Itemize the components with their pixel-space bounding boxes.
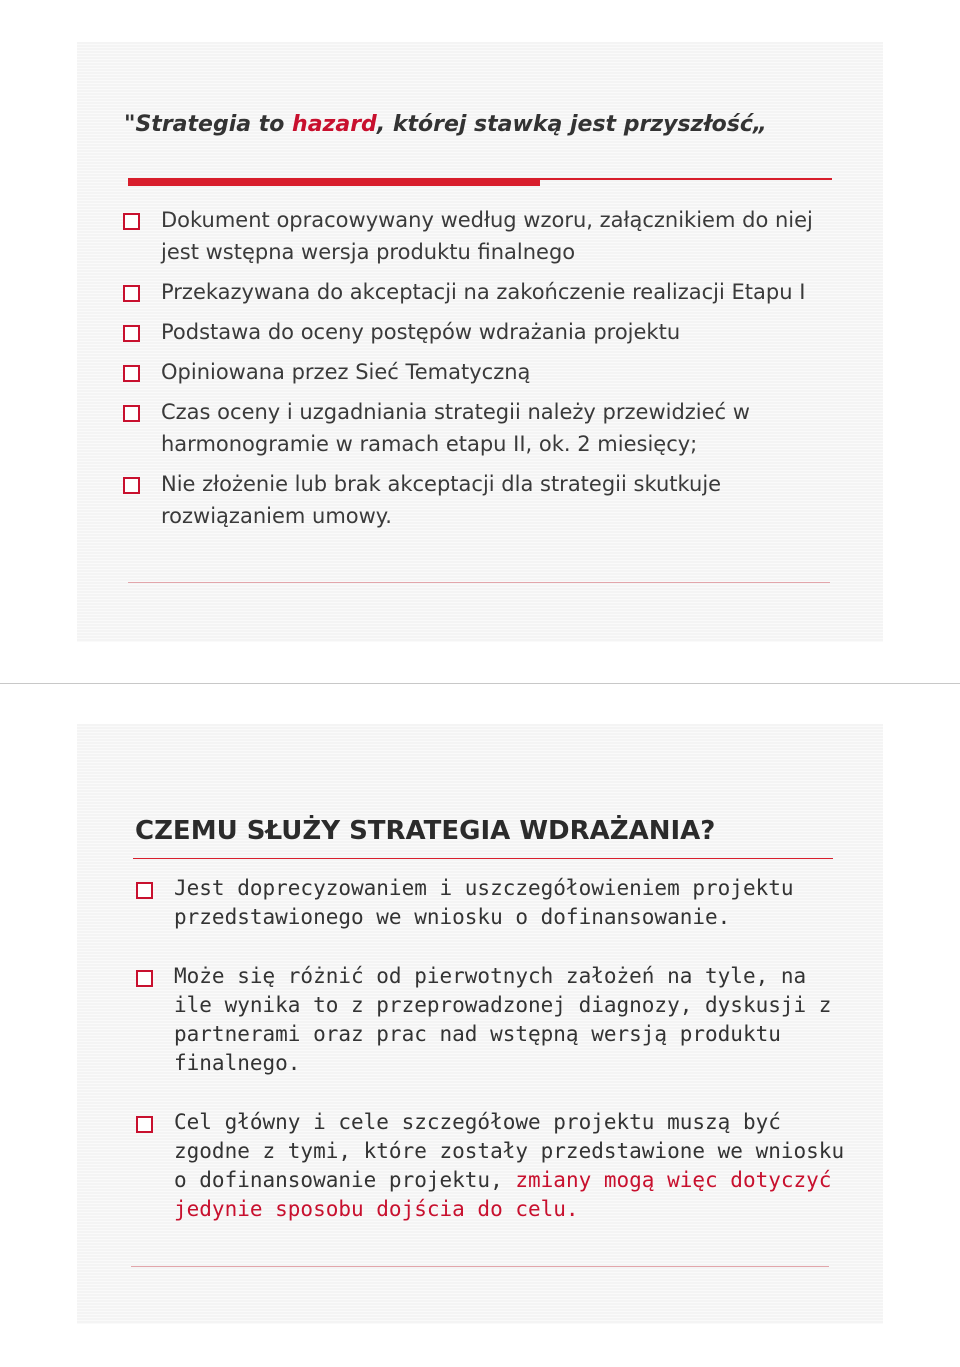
title-bar-thin <box>540 178 832 180</box>
square-outline-icon <box>123 477 140 494</box>
square-outline-icon <box>123 285 140 302</box>
page-divider <box>0 683 960 684</box>
square-outline-icon <box>123 365 140 382</box>
list-item <box>122 316 852 348</box>
list-item <box>135 962 847 1078</box>
title-accent-word: hazard <box>292 112 377 137</box>
bullet-text: Nie złożenie lub brak akceptacji dla strategii skutkuje rozwiązaniem umowy. <box>161 472 722 528</box>
list-item <box>122 468 852 532</box>
slide-1-bottom-rule <box>128 582 830 583</box>
bullet-text: Przekazywana do akceptacji na zakończenie realizacji Etapu I <box>161 280 806 304</box>
list-item <box>122 204 852 268</box>
square-outline-icon <box>136 882 153 899</box>
bullet-text: Dokument opracowywany według wzoru, załącznikiem do niej jest wstępna wersja produktu finalnego <box>161 208 813 264</box>
square-outline-icon <box>136 1116 153 1133</box>
bullet-text: Jest doprecyzowaniem i uszczegółowieniem projektu przedstawionego we wniosku o dofinansowanie. <box>174 876 794 929</box>
square-outline-icon <box>123 325 140 342</box>
slide-1 <box>77 42 883 642</box>
slide-2-title-rule <box>133 858 833 859</box>
square-outline-icon <box>123 405 140 422</box>
square-outline-icon <box>136 970 153 987</box>
slide-2-title: CZEMU SŁUŻY STRATEGIA WDRAŻANIA? <box>135 816 716 846</box>
slide-2-bottom-rule <box>131 1266 829 1267</box>
list-item <box>122 356 852 388</box>
bullet-text-accent: zmiany mogą więc dotyczyć jedynie sposobu dojścia do celu. <box>174 1168 832 1221</box>
list-item <box>122 396 852 460</box>
title-bar-thick <box>128 178 540 186</box>
slide-2 <box>77 724 883 1324</box>
bullet-text: Może się różnić od pierwotnych założeń na tyle, na ile wynika to z przeprowadzonej diagnozy, dyskusji z partnerami oraz prac nad wstępną wersją produktu finalnego. <box>174 964 832 1075</box>
bullet-text: Podstawa do oceny postępów wdrażania projektu <box>161 320 681 344</box>
bullet-text: Czas oceny i uzgadniania strategii należy przewidzieć w harmonogramie w ramach etapu II, ok. 2 miesięcy; <box>161 400 750 456</box>
slide-1-title <box>124 112 767 137</box>
bullet-text: Cel główny i cele szczegółowe projektu muszą być zgodne z tymi, które zostały przedstawione we wniosku o dofinansowanie projektu, <box>174 1110 845 1192</box>
list-item <box>135 1108 847 1224</box>
bullet-text: Opiniowana przez Sieć Tematyczną <box>161 360 531 384</box>
list-item <box>122 276 852 308</box>
title-text-start: "Strategia to <box>124 112 293 137</box>
list-item <box>135 874 847 932</box>
square-outline-icon <box>123 213 140 230</box>
title-text-end: , której stawką jest przyszłość„ <box>376 112 768 137</box>
slide-2-bullet-list <box>135 874 847 1254</box>
slide-1-bullet-list <box>122 204 852 540</box>
